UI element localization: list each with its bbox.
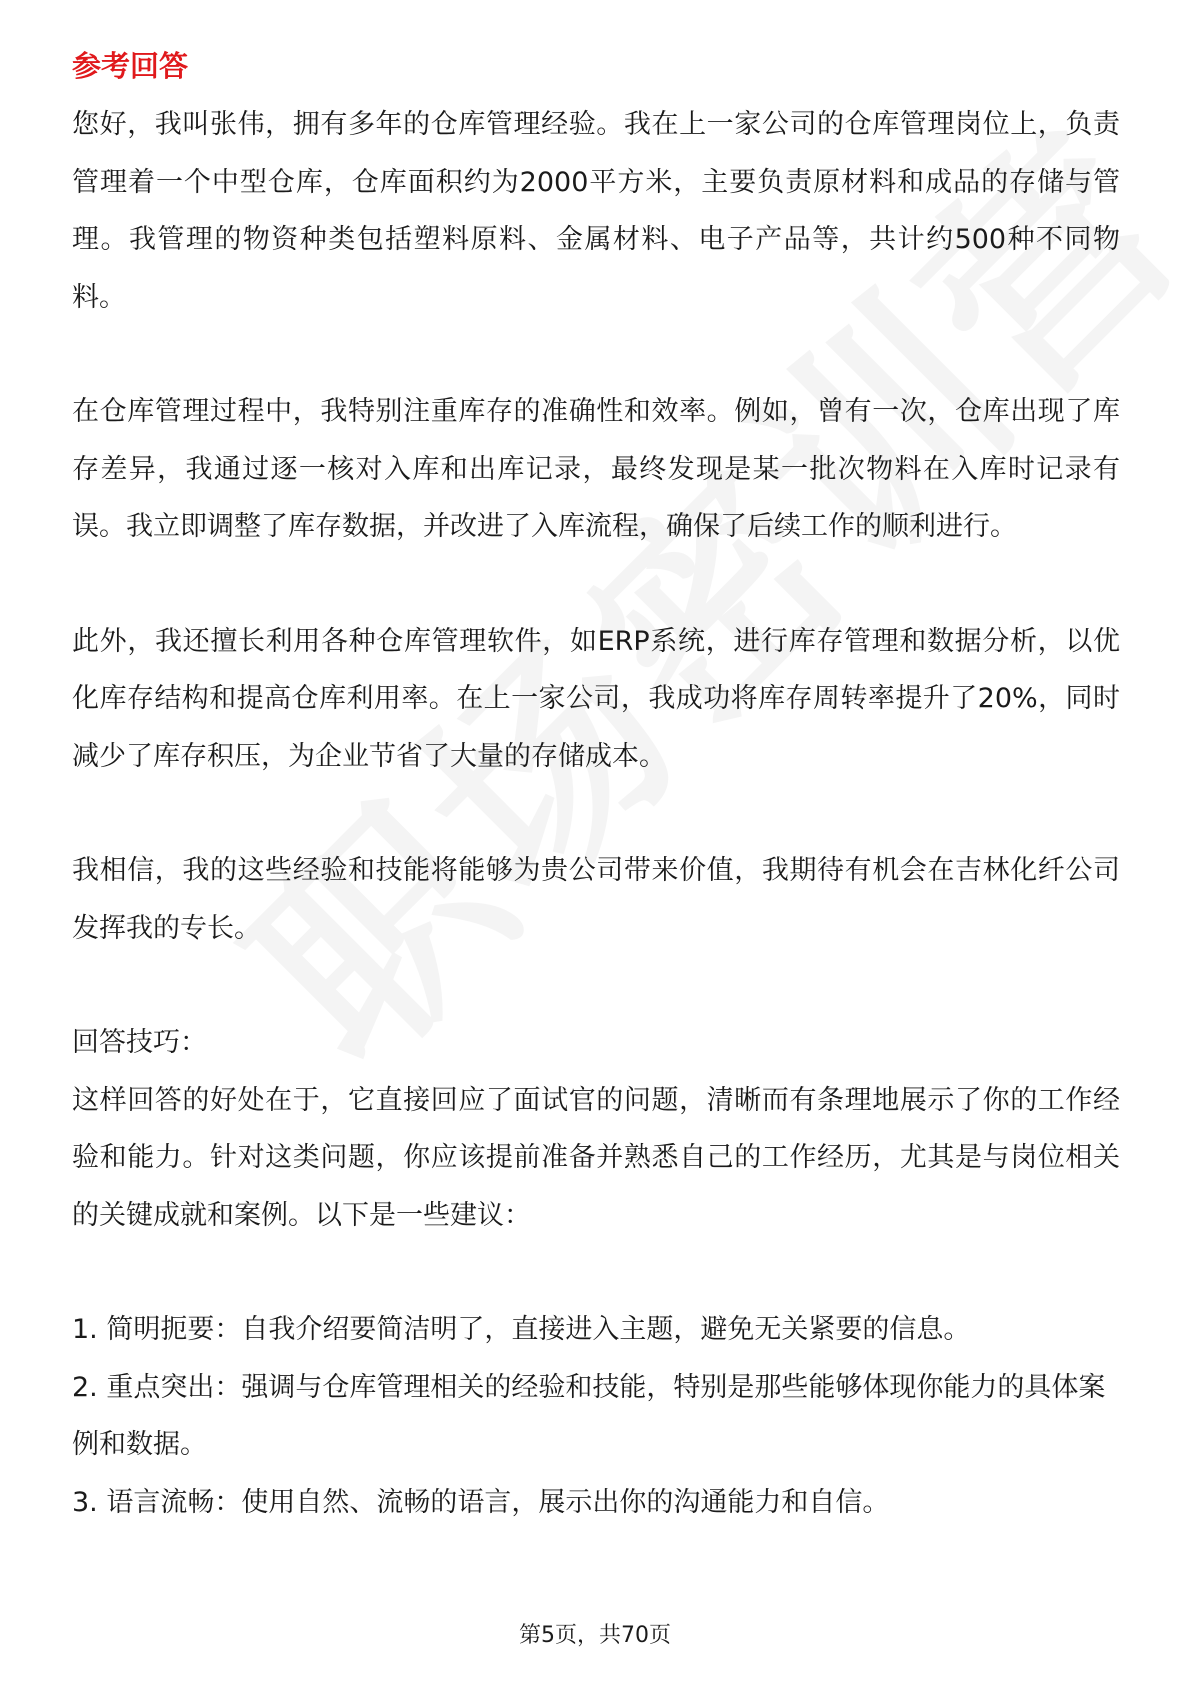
- page-number-footer: 第5页，共70页: [519, 1623, 671, 1648]
- paragraph-spacer: [72, 326, 1120, 383]
- paragraph-spacer: [72, 1244, 1120, 1301]
- paragraph-spacer: [72, 785, 1120, 842]
- document-content: [72, 46, 1120, 1531]
- answer-paragraph-1: 您好，我叫张伟，拥有多年的仓库管理经验。我在上一家公司的仓库管理岗位上，负责管理着一个中型仓库，仓库面积约为2000平方米，主要负责原材料和成品的存储与管理。我管理的物资种类包括塑料原料、金属材料、电子产品等，共计约500种不同物料。: [72, 109, 1120, 313]
- suggestion-item-1: 1. 简明扼要：自我介绍要简洁明了，直接进入主题，避免无关紧要的信息。: [72, 1314, 971, 1345]
- tips-label: 回答技巧：: [72, 1027, 207, 1058]
- answer-paragraph-3: 此外，我还擅长利用各种仓库管理软件，如ERP系统，进行库存管理和数据分析，以优化库存结构和提高仓库利用率。在上一家公司，我成功将库存周转率提升了20%，同时减少了库存积压，为企业节省了大量的存储成本。: [72, 625, 1120, 772]
- paragraph-spacer: [72, 556, 1120, 613]
- answer-paragraph-4: 我相信，我的这些经验和技能将能够为贵公司带来价值，我期待有机会在吉林化纤公司发挥我的专长。: [72, 855, 1120, 944]
- answer-paragraph-2: 在仓库管理过程中，我特别注重库存的准确性和效率。例如，曾有一次，仓库出现了库存差异，我通过逐一核对入库和出库记录，最终发现是某一批次物料在入库时记录有误。我立即调整了库存数据，并改进了入库流程，确保了后续工作的顺利进行。: [72, 396, 1120, 542]
- section-heading: 参考回答: [72, 49, 189, 83]
- suggestion-item-2: 2. 重点突出：强调与仓库管理相关的经验和技能，特别是那些能够体现你能力的具体案例和数据。: [72, 1371, 1106, 1460]
- paragraph-spacer: [72, 957, 1120, 1014]
- tips-paragraph: 这样回答的好处在于，它直接回应了面试官的问题，清晰而有条理地展示了你的工作经验和能力。针对这类问题，你应该提前准备并熟悉自己的工作经历，尤其是与岗位相关的关键成就和案例。以下是一些建议：: [72, 1084, 1120, 1231]
- suggestion-item-3: 3. 语言流畅：使用自然、流畅的语言，展示出你的沟通能力和自信。: [72, 1486, 890, 1518]
- suggestion-list: [72, 1301, 1120, 1531]
